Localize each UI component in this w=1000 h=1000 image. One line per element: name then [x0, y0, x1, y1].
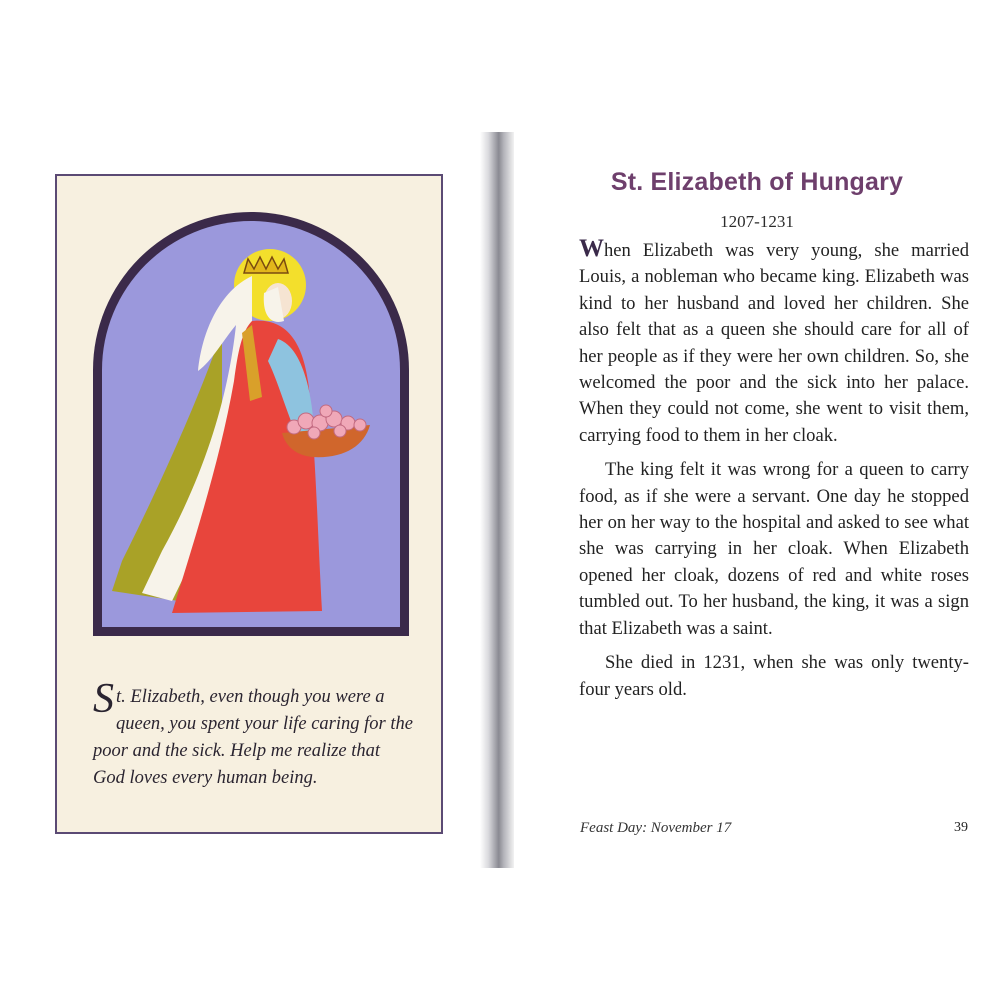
prayer-text: t. Elizabeth, even though you were a queen, you spent your life caring for the poor and the sick. Help me realize that God loves every human being.	[93, 687, 413, 788]
prayer-text-block	[93, 676, 413, 792]
paragraph-1	[579, 236, 969, 449]
arched-frame	[93, 212, 409, 636]
paragraph-1-text: hen Elizabeth was very young, she married Louis, a nobleman who became king. Elizabeth was kind to her husband and loved her children. She also felt that as a queen she should care for all of her people as if they were her own children. So, she welcomed the poor and the sick into her palace. When they could not come, she went to visit them, carrying food to them in her cloak.	[579, 240, 969, 446]
prayer-initial: S	[93, 676, 114, 722]
paragraph-3: She died in 1231, when she was only twenty-four years old.	[579, 652, 969, 700]
page-title: St. Elizabeth of Hungary	[610, 168, 904, 196]
feast-day: Feast Day: November 17	[580, 820, 732, 836]
biography-text	[579, 236, 969, 711]
page-number: 39	[954, 820, 968, 835]
right-page	[514, 132, 1000, 868]
paragraph-2: The king felt it was wrong for a queen to carry food, as if she were a servant. One day he stopped her on her way to the hospital and asked to see what she was carrying in her cloak. When Elizabeth opened her cloak, dozens of red and white roses tumbled out. To her husband, the king, it was a sign that Elizabeth was a saint.	[579, 459, 969, 639]
book-spread	[0, 132, 1000, 872]
life-dates: 1207-1231	[720, 212, 794, 231]
prayer-card	[55, 174, 443, 834]
book-gutter	[480, 132, 514, 868]
paragraph-initial: W	[579, 235, 604, 262]
left-page	[0, 132, 488, 868]
saint-illustration	[102, 221, 400, 627]
illustration-panel	[102, 221, 400, 627]
